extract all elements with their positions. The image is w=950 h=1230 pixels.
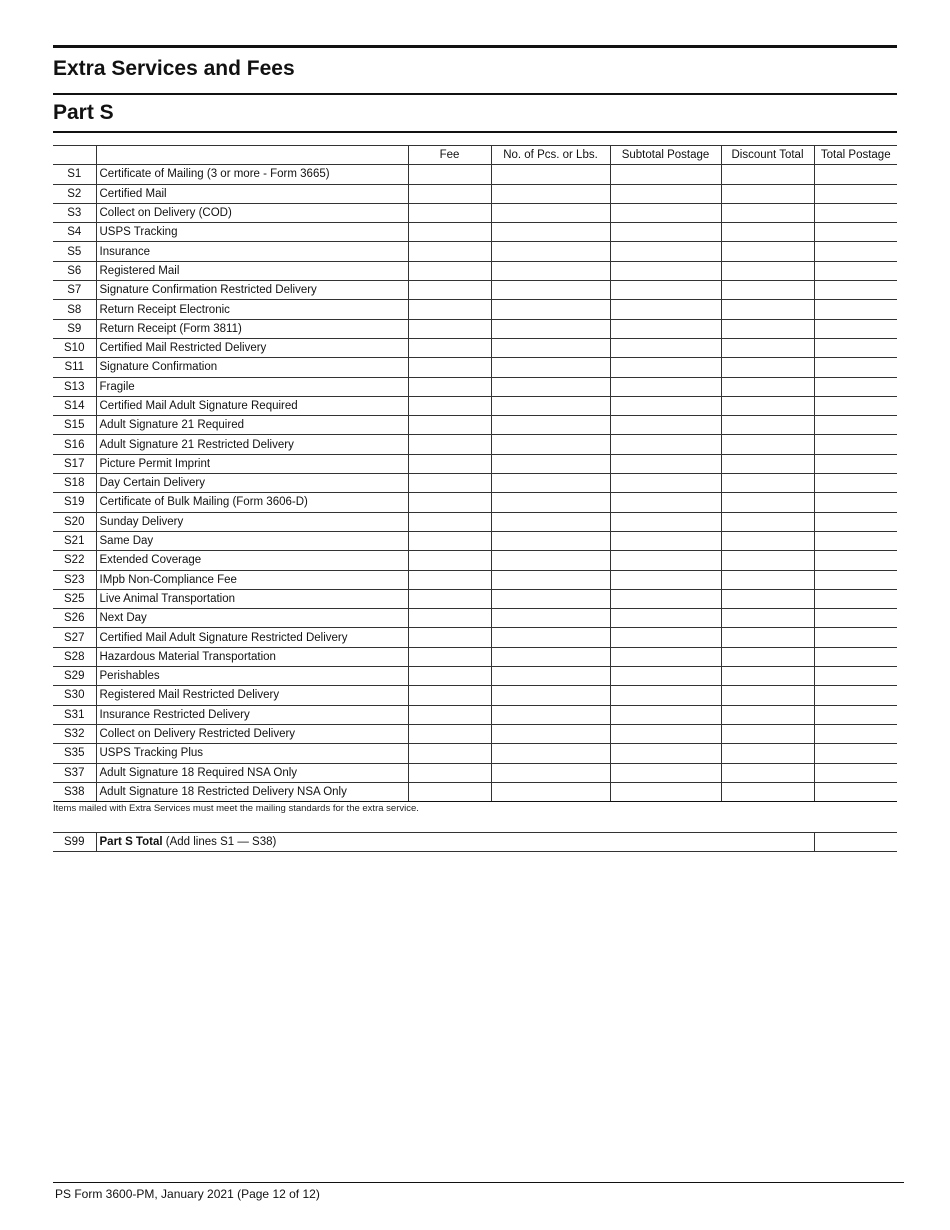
row-code: S16 — [53, 435, 96, 454]
row-code: S2 — [53, 184, 96, 203]
row-code: S1 — [53, 165, 96, 184]
table-row — [53, 165, 897, 184]
row-code: S13 — [53, 377, 96, 396]
discount-input[interactable] — [721, 338, 814, 357]
fee-input[interactable] — [408, 242, 491, 261]
pieces-input[interactable] — [491, 570, 610, 589]
discount-input[interactable] — [721, 744, 814, 763]
fee-input[interactable] — [408, 377, 491, 396]
row-service-label: Adult Signature 18 Restricted Delivery NSA Only — [96, 782, 408, 801]
row-service-label: USPS Tracking — [96, 223, 408, 242]
row-service-label: Insurance — [96, 242, 408, 261]
subtotal-input[interactable] — [610, 281, 721, 300]
discount-input[interactable] — [721, 686, 814, 705]
discount-input[interactable] — [721, 628, 814, 647]
table-row — [53, 686, 897, 705]
table-row — [53, 319, 897, 338]
subtotal-input[interactable] — [610, 319, 721, 338]
total-input[interactable] — [814, 281, 897, 300]
total-input[interactable] — [814, 493, 897, 512]
pieces-input[interactable] — [491, 493, 610, 512]
row-service-label: Adult Signature 21 Required — [96, 416, 408, 435]
total-input[interactable] — [814, 203, 897, 222]
table-row — [53, 358, 897, 377]
title-rule — [53, 93, 897, 95]
fee-input[interactable] — [408, 396, 491, 415]
fee-input[interactable] — [408, 435, 491, 454]
row-code: S9 — [53, 319, 96, 338]
subtotal-input[interactable] — [610, 782, 721, 801]
subtotal-input[interactable] — [610, 686, 721, 705]
total-input[interactable] — [814, 763, 897, 782]
pieces-input[interactable] — [491, 396, 610, 415]
total-input[interactable] — [814, 628, 897, 647]
discount-input[interactable] — [721, 281, 814, 300]
subtotal-input[interactable] — [610, 474, 721, 493]
fee-input[interactable] — [408, 319, 491, 338]
subtotal-input[interactable] — [610, 609, 721, 628]
total-input[interactable] — [814, 454, 897, 473]
row-service-label: Adult Signature 21 Restricted Delivery — [96, 435, 408, 454]
row-service-label: Sunday Delivery — [96, 512, 408, 531]
row-service-label: Extended Coverage — [96, 551, 408, 570]
discount-input[interactable] — [721, 474, 814, 493]
fee-input[interactable] — [408, 474, 491, 493]
row-service-label: Certified Mail Adult Signature Restricted Delivery — [96, 628, 408, 647]
table-row — [53, 416, 897, 435]
fee-input[interactable] — [408, 281, 491, 300]
pieces-input[interactable] — [491, 551, 610, 570]
fee-input[interactable] — [408, 705, 491, 724]
fee-input[interactable] — [408, 300, 491, 319]
pieces-input[interactable] — [491, 242, 610, 261]
row-code: S30 — [53, 686, 96, 705]
table-row — [53, 184, 897, 203]
row-service-label: Fragile — [96, 377, 408, 396]
total-input[interactable] — [814, 184, 897, 203]
pieces-input[interactable] — [491, 358, 610, 377]
col-header-fee: Fee — [408, 146, 491, 165]
total-input[interactable] — [814, 261, 897, 280]
footer-rule — [53, 1182, 904, 1183]
subtotal-input[interactable] — [610, 435, 721, 454]
discount-input[interactable] — [721, 705, 814, 724]
fee-input[interactable] — [408, 570, 491, 589]
fee-input[interactable] — [408, 686, 491, 705]
table-row — [53, 724, 897, 743]
table-row — [53, 512, 897, 531]
fee-input[interactable] — [408, 203, 491, 222]
discount-input[interactable] — [721, 454, 814, 473]
total-input[interactable] — [814, 300, 897, 319]
row-code: S22 — [53, 551, 96, 570]
total-input[interactable] — [814, 647, 897, 666]
pieces-input[interactable] — [491, 165, 610, 184]
pieces-input[interactable] — [491, 300, 610, 319]
row-code: S35 — [53, 744, 96, 763]
subtotal-input[interactable] — [610, 647, 721, 666]
table-row — [53, 493, 897, 512]
total-input[interactable] — [814, 223, 897, 242]
fee-input[interactable] — [408, 551, 491, 570]
pieces-input[interactable] — [491, 724, 610, 743]
table-row — [53, 589, 897, 608]
part-total-table — [53, 832, 897, 852]
row-code: S10 — [53, 338, 96, 357]
pieces-input[interactable] — [491, 512, 610, 531]
fee-input[interactable] — [408, 416, 491, 435]
subtotal-input[interactable] — [610, 531, 721, 550]
discount-input[interactable] — [721, 358, 814, 377]
discount-input[interactable] — [721, 667, 814, 686]
row-code: S21 — [53, 531, 96, 550]
fee-input[interactable] — [408, 512, 491, 531]
pieces-input[interactable] — [491, 184, 610, 203]
subtotal-input[interactable] — [610, 165, 721, 184]
row-service-label: Next Day — [96, 609, 408, 628]
row-code: S14 — [53, 396, 96, 415]
fee-input[interactable] — [408, 628, 491, 647]
discount-input[interactable] — [721, 165, 814, 184]
fee-input[interactable] — [408, 184, 491, 203]
row-code: S8 — [53, 300, 96, 319]
table-row — [53, 261, 897, 280]
discount-input[interactable] — [721, 609, 814, 628]
total-code: S99 — [53, 833, 96, 852]
pieces-input[interactable] — [491, 782, 610, 801]
discount-input[interactable] — [721, 647, 814, 666]
total-input[interactable] — [814, 474, 897, 493]
table-row — [53, 396, 897, 415]
extra-services-note: Items mailed with Extra Services must meet the mailing standards for the extra service. — [53, 803, 419, 814]
total-input[interactable] — [814, 435, 897, 454]
pieces-input[interactable] — [491, 435, 610, 454]
row-service-label: Certified Mail Adult Signature Required — [96, 396, 408, 415]
table-row — [53, 474, 897, 493]
row-service-label: Return Receipt Electronic — [96, 300, 408, 319]
total-input[interactable] — [814, 396, 897, 415]
part-total-row — [53, 833, 897, 852]
subtotal-input[interactable] — [610, 416, 721, 435]
discount-input[interactable] — [721, 300, 814, 319]
row-service-label: Registered Mail Restricted Delivery — [96, 686, 408, 705]
subtotal-input[interactable] — [610, 551, 721, 570]
fee-input[interactable] — [408, 782, 491, 801]
total-input[interactable] — [814, 724, 897, 743]
table-row — [53, 203, 897, 222]
subtotal-input[interactable] — [610, 396, 721, 415]
total-input[interactable] — [814, 377, 897, 396]
discount-input[interactable] — [721, 377, 814, 396]
discount-input[interactable] — [721, 242, 814, 261]
discount-input[interactable] — [721, 261, 814, 280]
row-code: S15 — [53, 416, 96, 435]
row-service-label: Perishables — [96, 667, 408, 686]
table-row — [53, 667, 897, 686]
row-code: S17 — [53, 454, 96, 473]
pieces-input[interactable] — [491, 338, 610, 357]
discount-input[interactable] — [721, 435, 814, 454]
row-code: S7 — [53, 281, 96, 300]
subtotal-input[interactable] — [610, 763, 721, 782]
table-row — [53, 242, 897, 261]
fee-input[interactable] — [408, 589, 491, 608]
fee-input[interactable] — [408, 261, 491, 280]
total-input[interactable] — [814, 416, 897, 435]
row-code: S32 — [53, 724, 96, 743]
row-code: S18 — [53, 474, 96, 493]
total-input[interactable] — [814, 705, 897, 724]
pieces-input[interactable] — [491, 589, 610, 608]
row-service-label: Certificate of Mailing (3 or more - Form 3665) — [96, 165, 408, 184]
table-row — [53, 647, 897, 666]
row-service-label: Certified Mail — [96, 184, 408, 203]
row-code: S3 — [53, 203, 96, 222]
row-code: S31 — [53, 705, 96, 724]
row-service-label: Day Certain Delivery — [96, 474, 408, 493]
row-code: S23 — [53, 570, 96, 589]
total-input[interactable] — [814, 551, 897, 570]
fee-input[interactable] — [408, 454, 491, 473]
pieces-input[interactable] — [491, 609, 610, 628]
fee-input[interactable] — [408, 744, 491, 763]
discount-input[interactable] — [721, 203, 814, 222]
row-service-label: Picture Permit Imprint — [96, 454, 408, 473]
row-code: S11 — [53, 358, 96, 377]
table-row — [53, 782, 897, 801]
subtotal-input[interactable] — [610, 338, 721, 357]
total-postage-input[interactable] — [814, 833, 897, 852]
row-code: S5 — [53, 242, 96, 261]
total-input[interactable] — [814, 609, 897, 628]
discount-input[interactable] — [721, 319, 814, 338]
subtotal-input[interactable] — [610, 242, 721, 261]
row-code: S28 — [53, 647, 96, 666]
discount-input[interactable] — [721, 724, 814, 743]
pieces-input[interactable] — [491, 667, 610, 686]
col-header-total: Total Postage — [814, 146, 897, 165]
row-service-label: Adult Signature 18 Required NSA Only — [96, 763, 408, 782]
total-input[interactable] — [814, 744, 897, 763]
total-input[interactable] — [814, 531, 897, 550]
row-code: S6 — [53, 261, 96, 280]
total-label-rest: (Add lines S1 — S38) — [162, 836, 277, 848]
discount-input[interactable] — [721, 416, 814, 435]
table-row — [53, 763, 897, 782]
total-input[interactable] — [814, 512, 897, 531]
table-row — [53, 435, 897, 454]
pieces-input[interactable] — [491, 531, 610, 550]
row-service-label: Collect on Delivery Restricted Delivery — [96, 724, 408, 743]
fee-input[interactable] — [408, 667, 491, 686]
table-row — [53, 300, 897, 319]
table-row — [53, 609, 897, 628]
row-code: S20 — [53, 512, 96, 531]
fee-input[interactable] — [408, 531, 491, 550]
discount-input[interactable] — [721, 570, 814, 589]
pieces-input[interactable] — [491, 705, 610, 724]
discount-input[interactable] — [721, 493, 814, 512]
table-row — [53, 628, 897, 647]
subtotal-input[interactable] — [610, 223, 721, 242]
subtotal-input[interactable] — [610, 744, 721, 763]
table-row — [53, 281, 897, 300]
subtotal-input[interactable] — [610, 493, 721, 512]
table-row — [53, 705, 897, 724]
table-row — [53, 338, 897, 357]
row-service-label: Live Animal Transportation — [96, 589, 408, 608]
table-row — [53, 570, 897, 589]
subtotal-input[interactable] — [610, 454, 721, 473]
row-service-label: Collect on Delivery (COD) — [96, 203, 408, 222]
col-header-discount: Discount Total — [721, 146, 814, 165]
total-input[interactable] — [814, 570, 897, 589]
pieces-input[interactable] — [491, 744, 610, 763]
discount-input[interactable] — [721, 223, 814, 242]
pieces-input[interactable] — [491, 261, 610, 280]
subtotal-input[interactable] — [610, 705, 721, 724]
discount-input[interactable] — [721, 551, 814, 570]
table-row — [53, 454, 897, 473]
table-row — [53, 223, 897, 242]
row-code: S38 — [53, 782, 96, 801]
pieces-input[interactable] — [491, 454, 610, 473]
subtotal-input[interactable] — [610, 512, 721, 531]
total-input[interactable] — [814, 338, 897, 357]
discount-input[interactable] — [721, 531, 814, 550]
row-code: S25 — [53, 589, 96, 608]
table-row — [53, 551, 897, 570]
total-input[interactable] — [814, 686, 897, 705]
pieces-input[interactable] — [491, 686, 610, 705]
row-code: S29 — [53, 667, 96, 686]
row-service-label: USPS Tracking Plus — [96, 744, 408, 763]
pieces-input[interactable] — [491, 203, 610, 222]
top-rule — [53, 45, 897, 48]
discount-input[interactable] — [721, 782, 814, 801]
table-row — [53, 531, 897, 550]
col-header-code — [53, 146, 96, 165]
row-code: S27 — [53, 628, 96, 647]
subtotal-input[interactable] — [610, 628, 721, 647]
total-input[interactable] — [814, 165, 897, 184]
row-service-label: Registered Mail — [96, 261, 408, 280]
part-rule — [53, 131, 897, 133]
total-label — [96, 833, 814, 852]
row-service-label: Hazardous Material Transportation — [96, 647, 408, 666]
subtotal-input[interactable] — [610, 261, 721, 280]
col-header-pieces: No. of Pcs. or Lbs. — [491, 146, 610, 165]
row-code: S4 — [53, 223, 96, 242]
col-header-subtotal: Subtotal Postage — [610, 146, 721, 165]
total-input[interactable] — [814, 667, 897, 686]
subtotal-input[interactable] — [610, 667, 721, 686]
row-service-label: IMpb Non-Compliance Fee — [96, 570, 408, 589]
subtotal-input[interactable] — [610, 724, 721, 743]
discount-input[interactable] — [721, 512, 814, 531]
total-input[interactable] — [814, 782, 897, 801]
pieces-input[interactable] — [491, 628, 610, 647]
total-input[interactable] — [814, 358, 897, 377]
table-row — [53, 377, 897, 396]
discount-input[interactable] — [721, 763, 814, 782]
subtotal-input[interactable] — [610, 184, 721, 203]
row-service-label: Signature Confirmation Restricted Delivery — [96, 281, 408, 300]
extra-services-table — [53, 145, 897, 802]
subtotal-input[interactable] — [610, 589, 721, 608]
subtotal-input[interactable] — [610, 358, 721, 377]
pieces-input[interactable] — [491, 223, 610, 242]
pieces-input[interactable] — [491, 377, 610, 396]
row-service-label: Certified Mail Restricted Delivery — [96, 338, 408, 357]
fee-input[interactable] — [408, 358, 491, 377]
fee-input[interactable] — [408, 223, 491, 242]
pieces-input[interactable] — [491, 319, 610, 338]
fee-input[interactable] — [408, 609, 491, 628]
row-service-label: Same Day — [96, 531, 408, 550]
row-service-label: Signature Confirmation — [96, 358, 408, 377]
total-input[interactable] — [814, 589, 897, 608]
row-service-label: Return Receipt (Form 3811) — [96, 319, 408, 338]
row-code: S37 — [53, 763, 96, 782]
col-header-service — [96, 146, 408, 165]
row-service-label: Insurance Restricted Delivery — [96, 705, 408, 724]
fee-input[interactable] — [408, 724, 491, 743]
row-code: S19 — [53, 493, 96, 512]
fee-input[interactable] — [408, 763, 491, 782]
row-service-label: Certificate of Bulk Mailing (Form 3606-D) — [96, 493, 408, 512]
fee-input[interactable] — [408, 647, 491, 666]
pieces-input[interactable] — [491, 474, 610, 493]
fee-input[interactable] — [408, 165, 491, 184]
fee-input[interactable] — [408, 338, 491, 357]
pieces-input[interactable] — [491, 416, 610, 435]
subtotal-input[interactable] — [610, 300, 721, 319]
pieces-input[interactable] — [491, 281, 610, 300]
subtotal-input[interactable] — [610, 570, 721, 589]
pieces-input[interactable] — [491, 647, 610, 666]
pieces-input[interactable] — [491, 763, 610, 782]
page-title: Extra Services and Fees — [53, 57, 295, 80]
table-row — [53, 744, 897, 763]
discount-input[interactable] — [721, 396, 814, 415]
part-heading: Part S — [53, 101, 114, 124]
total-input[interactable] — [814, 319, 897, 338]
discount-input[interactable] — [721, 184, 814, 203]
subtotal-input[interactable] — [610, 203, 721, 222]
table-header-row — [53, 146, 897, 165]
row-code: S26 — [53, 609, 96, 628]
total-input[interactable] — [814, 242, 897, 261]
fee-input[interactable] — [408, 493, 491, 512]
subtotal-input[interactable] — [610, 377, 721, 396]
discount-input[interactable] — [721, 589, 814, 608]
form-footer: PS Form 3600-PM, January 2021 (Page 12 of 12) — [55, 1187, 320, 1201]
total-label-bold: Part S Total — [99, 836, 163, 848]
